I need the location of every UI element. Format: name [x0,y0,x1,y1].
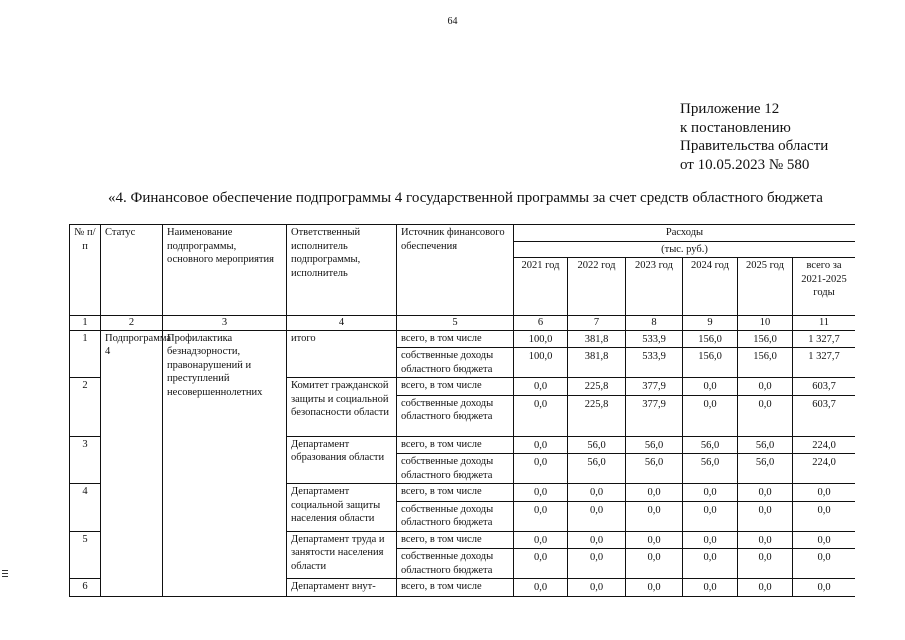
column-number-cell: 10 [738,316,793,331]
value-cell: 0,0 [793,484,856,502]
executor-cell: Департамент социальной защиты населения области [287,484,397,532]
value-cell: 0,0 [514,378,568,396]
column-number-cell: 6 [514,316,568,331]
value-cell: 0,0 [514,454,568,484]
header-status: Статус [101,225,163,316]
value-cell: 0,0 [626,484,683,502]
value-cell: 0,0 [626,501,683,531]
source-cell: собственные доходы областного бюджета [397,501,514,531]
value-cell: 0,0 [683,579,738,597]
header-executor: Ответственный исполнитель подпрограммы, исполнитель [287,225,397,316]
header-year-2021: 2021 год [514,258,568,316]
source-cell: всего, в том числе [397,484,514,502]
appendix-line: Правительства области [680,138,829,154]
source-cell: всего, в том числе [397,579,514,597]
value-cell: 225,8 [568,378,626,396]
status-cell: Подпрограмма 4 [101,330,163,596]
value-cell: 56,0 [683,454,738,484]
column-number-cell: 9 [683,316,738,331]
document-heading: «4. Финансовое обеспечение подпрограммы 4 государственной программы за счет средств областного бюджета [108,190,823,206]
value-cell: 0,0 [683,484,738,502]
value-cell: 0,0 [683,531,738,549]
header-year-2024: 2024 год [683,258,738,316]
value-cell: 56,0 [738,454,793,484]
header-total: всего за 2021-2025 годы [793,258,856,316]
value-cell: 56,0 [568,454,626,484]
value-cell: 0,0 [514,579,568,597]
row-number-cell: 5 [70,531,101,579]
value-cell: 0,0 [738,484,793,502]
column-number-cell: 2 [101,316,163,331]
column-number-cell: 3 [163,316,287,331]
column-number-cell: 11 [793,316,856,331]
value-cell: 0,0 [793,501,856,531]
source-cell: всего, в том числе [397,436,514,454]
value-cell: 156,0 [683,330,738,348]
value-cell: 0,0 [683,395,738,436]
value-cell: 225,8 [568,395,626,436]
value-cell: 100,0 [514,330,568,348]
column-number-cell: 1 [70,316,101,331]
column-number-cell: 4 [287,316,397,331]
value-cell: 0,0 [626,531,683,549]
header-num: № п/п [70,225,101,316]
value-cell: 0,0 [626,549,683,579]
value-cell: 0,0 [626,579,683,597]
name-cell: Профилактика безнадзорности, правонарушений и преступлений несовершеннолетних [163,330,287,596]
value-cell: 0,0 [738,501,793,531]
value-cell: 0,0 [793,549,856,579]
row-number-cell: 2 [70,378,101,437]
value-cell: 0,0 [514,436,568,454]
value-cell: 56,0 [683,436,738,454]
header-unit: (тыс. руб.) [514,241,856,258]
value-cell: 100,0 [514,348,568,378]
source-cell: собственные доходы областного бюджета [397,549,514,579]
value-cell: 533,9 [626,348,683,378]
source-cell: собственные доходы областного бюджета [397,395,514,436]
value-cell: 0,0 [738,378,793,396]
executor-cell: Департамент внут- [287,579,397,597]
value-cell: 156,0 [683,348,738,378]
value-cell: 0,0 [568,531,626,549]
header-year-2025: 2025 год [738,258,793,316]
appendix-line: Приложение 12 [680,101,780,117]
page-number: 64 [447,16,458,27]
value-cell: 603,7 [793,378,856,396]
value-cell: 0,0 [514,549,568,579]
value-cell: 0,0 [514,501,568,531]
column-number-cell: 8 [626,316,683,331]
row-number-cell: 4 [70,484,101,532]
value-cell: 0,0 [683,549,738,579]
value-cell: 377,9 [626,395,683,436]
value-cell: 381,8 [568,330,626,348]
value-cell: 0,0 [793,531,856,549]
value-cell: 603,7 [793,395,856,436]
appendix-line: к постановлению [680,119,791,136]
margin-mark [2,570,8,579]
value-cell: 0,0 [568,579,626,597]
value-cell: 0,0 [683,378,738,396]
source-cell: собственные доходы областного бюджета [397,454,514,484]
row-number-cell: 1 [70,330,101,378]
executor-cell: Комитет гражданской защиты и социальной безопасности области [287,378,397,437]
value-cell: 0,0 [514,484,568,502]
value-cell: 1 327,7 [793,330,856,348]
column-number-cell: 5 [397,316,514,331]
value-cell: 381,8 [568,348,626,378]
value-cell: 533,9 [626,330,683,348]
header-name: Наименование подпрограммы, основного мероприятия [163,225,287,316]
source-cell: всего, в том числе [397,378,514,396]
executor-cell: Департамент образования области [287,436,397,484]
value-cell: 0,0 [568,484,626,502]
value-cell: 0,0 [738,395,793,436]
value-cell: 0,0 [568,549,626,579]
financing-table [69,224,855,597]
value-cell: 0,0 [514,395,568,436]
value-cell: 0,0 [683,501,738,531]
value-cell: 156,0 [738,330,793,348]
value-cell: 56,0 [568,436,626,454]
row-number-cell: 6 [70,579,101,597]
value-cell: 56,0 [626,454,683,484]
value-cell: 0,0 [568,501,626,531]
value-cell: 56,0 [738,436,793,454]
source-cell: собственные доходы областного бюджета [397,348,514,378]
row-number-cell: 3 [70,436,101,484]
value-cell: 0,0 [793,579,856,597]
source-cell: всего, в том числе [397,330,514,348]
value-cell: 0,0 [738,531,793,549]
value-cell: 0,0 [514,531,568,549]
column-number-cell: 7 [568,316,626,331]
financing-table-wrapper [69,224,855,630]
value-cell: 224,0 [793,436,856,454]
header-year-2022: 2022 год [568,258,626,316]
header-source: Источник финансового обеспечения [397,225,514,316]
header-year-2023: 2023 год [626,258,683,316]
value-cell: 0,0 [738,549,793,579]
header-expenses: Расходы [514,225,856,242]
table-row [70,330,856,348]
executor-cell: Департамент труда и занятости населения области [287,531,397,579]
appendix-line: от 10.05.2023 № 580 [680,156,810,173]
value-cell: 0,0 [738,579,793,597]
value-cell: 377,9 [626,378,683,396]
executor-cell: итого [287,330,397,378]
appendix-block [680,100,828,174]
value-cell: 156,0 [738,348,793,378]
value-cell: 56,0 [626,436,683,454]
value-cell: 1 327,7 [793,348,856,378]
source-cell: всего, в том числе [397,531,514,549]
value-cell: 224,0 [793,454,856,484]
